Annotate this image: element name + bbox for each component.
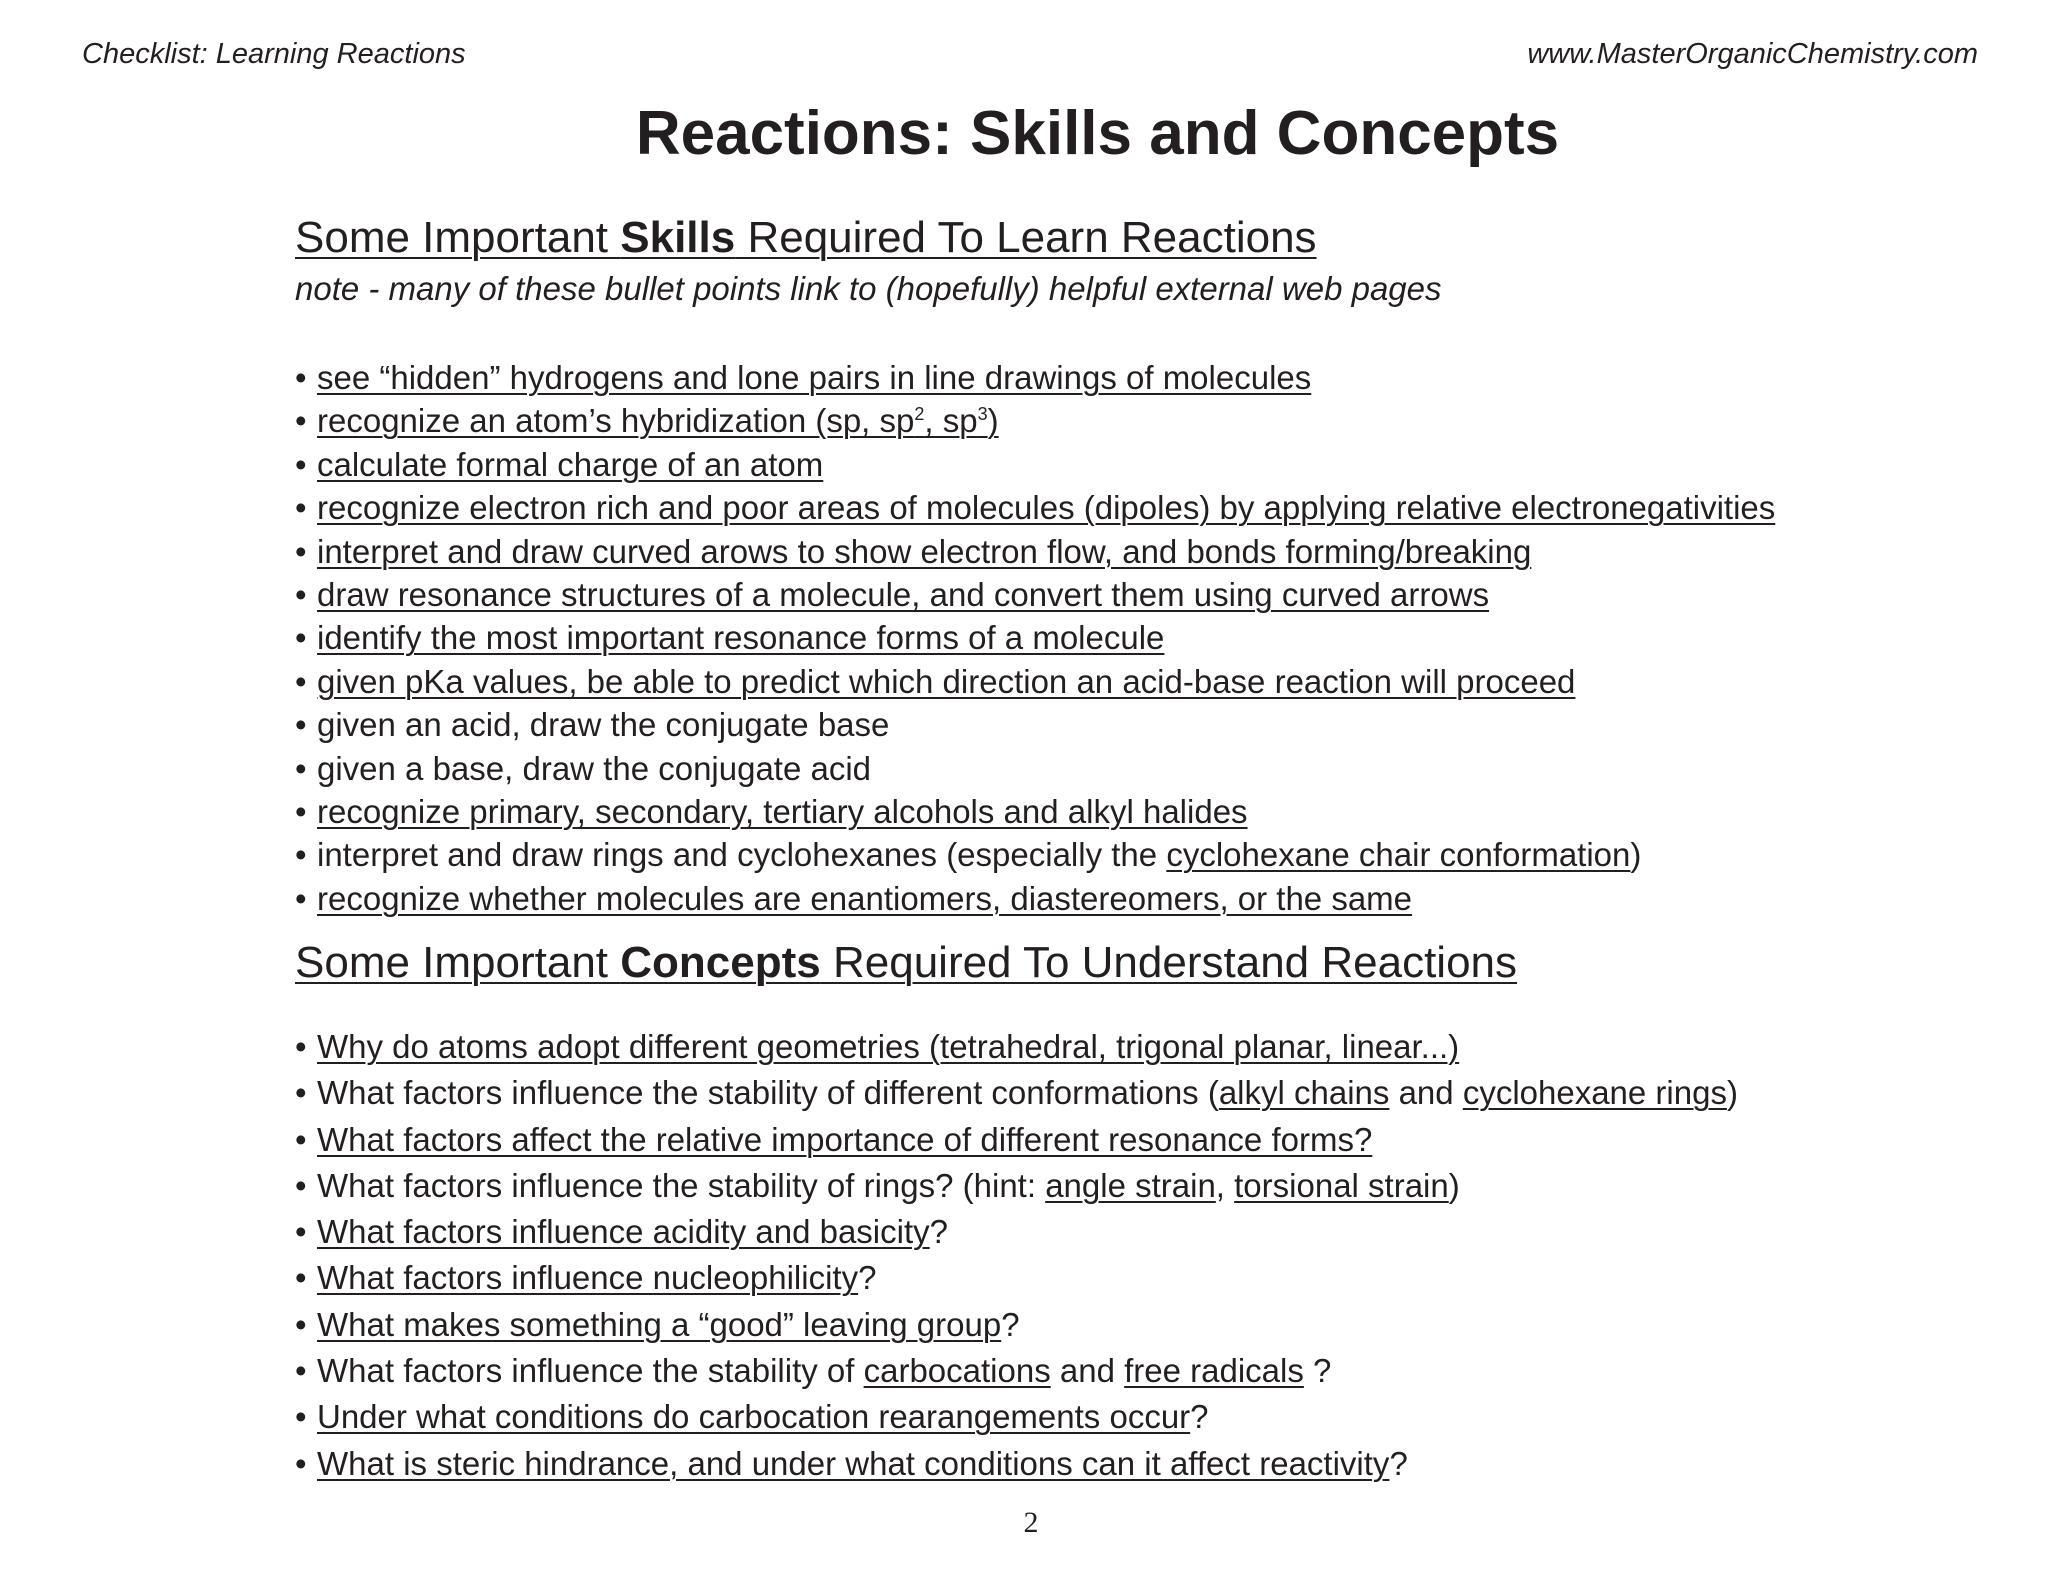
concept-item: [295, 1255, 1738, 1301]
skill-item: [295, 486, 1775, 529]
concept-text: ?: [1190, 1398, 1209, 1436]
bullet-icon: •: [295, 836, 307, 874]
skill-link[interactable]: draw resonance structures of a molecule, and convert them using curved arrows: [317, 575, 1490, 613]
bullet-icon: •: [295, 879, 307, 917]
concept-item: [295, 1163, 1738, 1209]
skill-item: [295, 747, 1775, 790]
concept-text: ?: [1001, 1305, 1020, 1343]
skill-item: [295, 877, 1775, 920]
bullet-icon: •: [295, 1074, 307, 1112]
concept-item: [295, 1209, 1738, 1255]
concept-link[interactable]: Under what conditions do carbocation rearangements occur: [317, 1398, 1191, 1436]
concept-text: ): [1448, 1166, 1460, 1204]
bullet-icon: •: [295, 706, 307, 744]
skill-item: [295, 790, 1775, 833]
concept-link[interactable]: Why do atoms adopt different geometries (tetrahedral, trigonal planar, linear...): [317, 1028, 1460, 1065]
skill-link[interactable]: recognize an atom’s hybridization (sp, $sp^2$, $sp^3$): [317, 402, 999, 440]
bullet-icon: •: [295, 1213, 307, 1251]
concept-link[interactable]: torsional strain: [1234, 1166, 1449, 1204]
concept-text: ,: [1215, 1166, 1235, 1204]
concept-item: [295, 1117, 1738, 1163]
bullet-icon: •: [295, 749, 307, 787]
concept-link[interactable]: What is steric hindrance, and under what conditions can it affect reactivity: [317, 1444, 1390, 1482]
skill-item: [295, 833, 1775, 876]
concept-text: and: [1050, 1352, 1125, 1390]
concept-link[interactable]: angle strain: [1045, 1166, 1216, 1204]
skill-link[interactable]: recognize whether molecules are enantiomers, diastereomers, or the same: [317, 879, 1413, 917]
skill-link[interactable]: interpret and draw curved arows to show electron flow, and bonds forming/breaking: [317, 532, 1532, 570]
bullet-icon: •: [295, 532, 307, 570]
bullet-icon: •: [295, 445, 307, 483]
skill-item: [295, 703, 1775, 746]
bullet-icon: •: [295, 489, 307, 527]
skill-text: ): [1630, 836, 1642, 874]
skill-link[interactable]: recognize primary, secondary, tertiary alcohols and alkyl halides: [317, 792, 1248, 830]
concept-item: [295, 1024, 1738, 1070]
concept-link[interactable]: alkyl chains: [1218, 1074, 1390, 1112]
concept-text: What factors influence the stability of different conformations (: [317, 1074, 1219, 1112]
skill-item: [295, 616, 1775, 659]
concept-item: [295, 1348, 1738, 1394]
concept-link[interactable]: What factors influence nucleophilicity: [317, 1259, 859, 1297]
skill-item: [295, 530, 1775, 573]
skill-link[interactable]: cyclohexane chair conformation: [1166, 836, 1631, 874]
concept-item: [295, 1394, 1738, 1440]
concept-item: [295, 1441, 1738, 1487]
concepts-section-heading: Some Important Concepts Required To Understand Reactions: [295, 938, 1518, 987]
skills-list: [295, 356, 1775, 920]
concept-text: and: [1389, 1074, 1463, 1112]
skill-item: [295, 443, 1775, 486]
bullet-icon: •: [295, 1444, 307, 1482]
bullet-icon: •: [295, 1259, 307, 1297]
bullet-icon: •: [295, 1120, 307, 1158]
concept-link[interactable]: What factors influence acidity and basicity: [317, 1213, 930, 1251]
bullet-icon: •: [295, 402, 307, 440]
concept-text: ?: [1389, 1444, 1408, 1482]
concept-item: [295, 1302, 1738, 1348]
page-number: 2: [1023, 1506, 1039, 1539]
header-document-name: Checklist: Learning Reactions: [82, 38, 466, 70]
concept-text: ): [1726, 1074, 1738, 1112]
concept-item: [295, 1070, 1738, 1116]
concept-link[interactable]: What factors affect the relative importance of different resonance forms?: [317, 1120, 1373, 1158]
skill-text: given a base, draw the conjugate acid: [317, 749, 872, 787]
skill-link[interactable]: identify the most important resonance forms of a molecule: [317, 619, 1165, 657]
skills-section-heading: Some Important Skills Required To Learn Reactions: [295, 213, 1317, 262]
bullet-icon: •: [295, 1305, 307, 1343]
skill-link[interactable]: see “hidden” hydrogens and lone pairs in line drawings of molecules: [317, 359, 1312, 396]
skill-item: [295, 573, 1775, 616]
concept-text: ?: [858, 1259, 877, 1297]
bullet-icon: •: [295, 792, 307, 830]
bullet-icon: •: [295, 1028, 307, 1065]
concept-text: ?: [929, 1213, 948, 1251]
bullet-icon: •: [295, 662, 307, 700]
concept-link[interactable]: cyclohexane rings: [1462, 1074, 1727, 1112]
skill-item: [295, 399, 1775, 442]
concept-text: ?: [1303, 1352, 1332, 1390]
concept-link[interactable]: free radicals: [1124, 1352, 1304, 1390]
skill-item: [295, 660, 1775, 703]
skills-note: note - many of these bullet points link to (hopefully) helpful external web pages: [295, 270, 1442, 307]
bullet-icon: •: [295, 575, 307, 613]
concept-text: What factors influence the stability of rings? (hint:: [317, 1166, 1046, 1204]
skill-text: given an acid, draw the conjugate base: [317, 706, 890, 744]
skill-link[interactable]: calculate formal charge of an atom: [317, 445, 824, 483]
concept-link[interactable]: carbocations: [863, 1352, 1051, 1390]
concepts-list: [295, 1024, 1738, 1487]
bullet-icon: •: [295, 1352, 307, 1390]
bullet-icon: •: [295, 1398, 307, 1436]
skill-link[interactable]: given pKa values, be able to predict which direction an acid-base reaction will proceed: [317, 662, 1576, 700]
bullet-icon: •: [295, 1166, 307, 1204]
skill-text: interpret and draw rings and cyclohexanes (especially the: [317, 836, 1167, 874]
header-website: www.MasterOrganicChemistry.com: [1527, 38, 1978, 70]
bullet-icon: •: [295, 619, 307, 657]
bullet-icon: •: [295, 359, 307, 396]
page-title: Reactions: Skills and Concepts: [635, 99, 1560, 168]
concept-text: What factors influence the stability of: [317, 1352, 864, 1390]
skill-item: [295, 356, 1775, 399]
concept-link[interactable]: What makes something a “good” leaving group: [317, 1305, 1002, 1343]
skill-link[interactable]: recognize electron rich and poor areas of molecules (dipoles) by applying relative electronegativities: [317, 489, 1776, 527]
